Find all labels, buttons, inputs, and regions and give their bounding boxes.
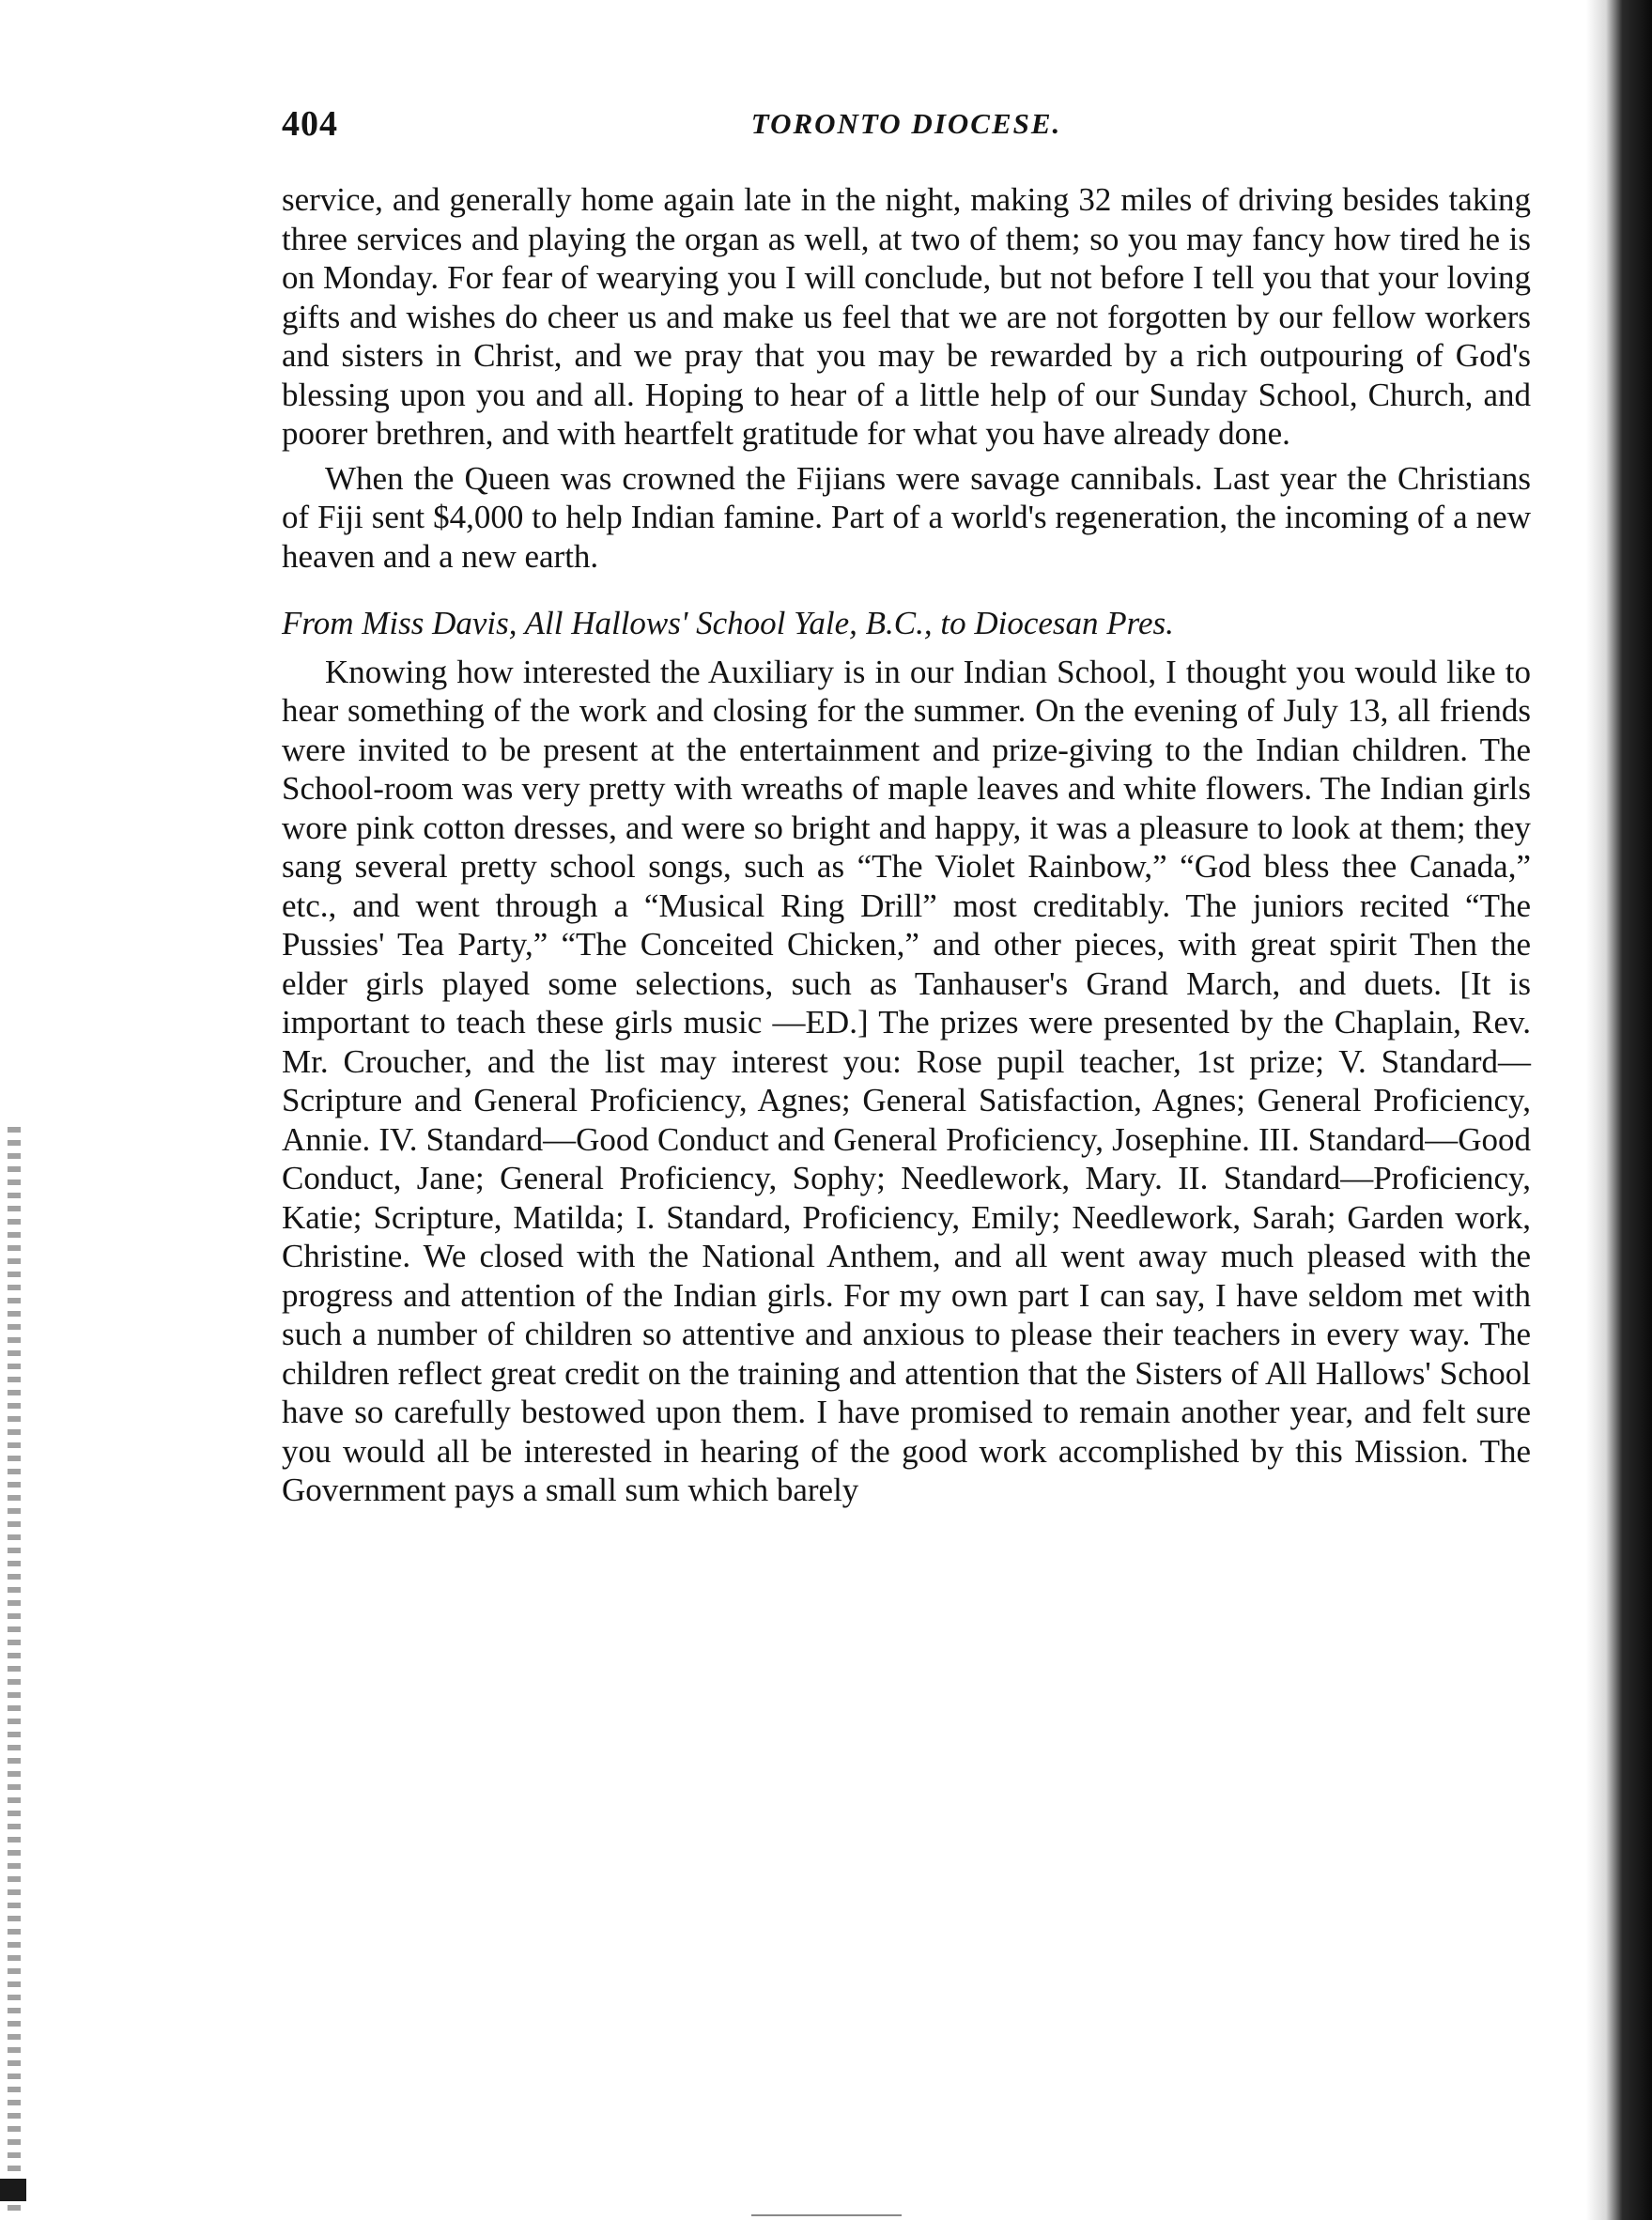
running-head: TORONTO DIOCESE. bbox=[750, 107, 1062, 140]
letter-heading: From Miss Davis, All Hallows' School Yale, B.C., to Diocesan Pres. bbox=[282, 605, 1174, 641]
binding-edge bbox=[8, 1127, 21, 2216]
paragraph-continuation: service, and generally home again late in the night, making 32 miles of driving besides taking three services and playing the organ as well, at two of them; so you may fancy how tired he is on Monday. For fear of wearying you I will conclude, but not before I tell you that your loving gifts and wishes do cheer us and make us feel that we are not forgotten by our fellow workers and sisters in Christ, and we pray that you may be rewarded by a rich outpouring of God's blessing upon you and all. Hoping to hear of a little help of our Sunday School, Church, and poorer brethren, and with heartfelt gratitude for what you have already done. bbox=[282, 181, 1531, 452]
scan-mark bbox=[0, 2179, 26, 2201]
page-number: 404 bbox=[282, 104, 338, 144]
page-edge-shadow bbox=[1586, 0, 1652, 2220]
body-text bbox=[282, 180, 1531, 1510]
page-header bbox=[282, 103, 1531, 160]
paragraph-fiji: When the Queen was crowned the Fijians were savage cannibals. Last year the Christians of Fiji sent $4,000 to help Indian famine. Part of a world's regeneration, the incoming of a new heaven and a new earth. bbox=[282, 459, 1531, 575]
footer-rule bbox=[751, 2214, 902, 2216]
paragraph-letter-body: Knowing how interested the Auxiliary is in our Indian School, I thought you would like to hear something of the work and closing for the summer. On the evening of July 13, all friends were invited to be present at the entertainment and prize-giving to the Indian children. The School-room was very pretty with wreaths of maple leaves and white flowers. The Indian girls wore pink cotton dresses, and were so bright and happy, it was a pleasure to look at them; they sang several pretty school songs, such as “The Violet Rainbow,” “God bless thee Canada,” etc., and went through a “Musical Ring Drill” most creditably. The juniors recited “The Pussies' Tea Party,” “The Conceited Chicken,” and other pieces, with great spirit Then the elder girls played some selections, such as Tanhauser's Grand March, and duets. [It is important to teach these girls music —ED.] The prizes were presented by the Chaplain, Rev. Mr. Croucher, and the list may interest you: Rose pupil teacher, 1st prize; V. Standard—Scripture and General Proficiency, Agnes; General Satisfaction, Agnes; General Proficiency, Annie. IV. Standard—Good Conduct and General Proficiency, Josephine. III. Standard—Good Conduct, Jane; General Proficiency, Sophy; Needlework, Mary. II. Standard—Proficiency, Katie; Scripture, Matilda; I. Standard, Proficiency, Emily; Needlework, Sarah; Garden work, Christine. We closed with the National Anthem, and all went away much pleased with the progress and attention of the Indian girls. For my own part I can say, I have seldom met with such a number of children so attentive and anxious to please their teachers in every way. The children reflect great credit on the training and attention that the Sisters of All Hallows' School have so carefully bestowed upon them. I have promised to remain another year, and felt sure you would all be interested in hearing of the good work accomplished by this Mission. The Government pays a small sum which barely bbox=[282, 653, 1531, 1508]
